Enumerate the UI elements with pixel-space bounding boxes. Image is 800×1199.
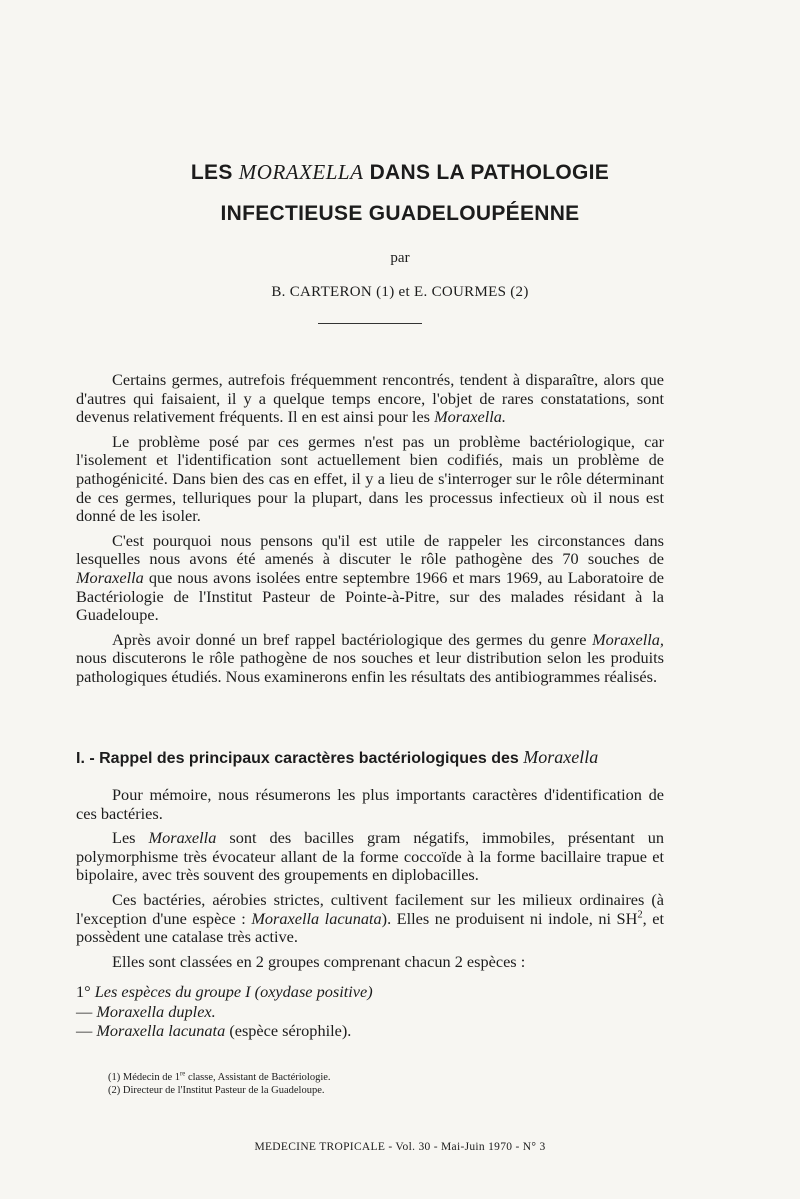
section-1-body bbox=[76, 786, 664, 977]
intro-paragraph-4: Après avoir donné un bref rappel bactériologique des germes du genre Moraxella, nous discuterons le rôle pathogène de nos souches et leur distribution selon les produits pathologiques étudiés. Nous examinerons enfin les résultats des antibiogrammes réalisés. bbox=[76, 629, 664, 686]
list-item: 1° Les espèces du groupe I (oxydase positive) bbox=[76, 982, 373, 1001]
intro-paragraph-2: Le problème posé par ces germes n'est pas un problème bactériologique, car l'isolement et l'identification sont actuellement bien codifiés, mais un problème de pathogénicité. Dans bien des cas en effet, il y a lieu de s'interroger sur le rôle déterminant de ces germes, telluriques pour la plupart, dans les processus infectieux où il nous est donné de les isoler. bbox=[76, 431, 664, 526]
list-item: — Moraxella lacunata (espèce sérophile). bbox=[76, 1021, 352, 1040]
title-genus: MORAXELLA bbox=[238, 160, 364, 184]
title-line-2: INFECTIEUSE GUADELOUPÉENNE bbox=[220, 202, 580, 225]
footnote-2: (2) Directeur de l'Institut Pasteur de la Guadeloupe. bbox=[108, 1084, 325, 1096]
journal-footer: MEDECINE TROPICALE - Vol. 30 - Mai-Juin 1970 - N° 3 bbox=[254, 1141, 546, 1153]
title-word-les: LES bbox=[190, 161, 233, 184]
section-1-paragraph-1: Pour mémoire, nous résumerons les plus importants caractères d'identification de ces bactéries. bbox=[76, 785, 664, 823]
section-1-paragraph-2: Les Moraxella sont des bacilles gram négatifs, immobiles, présentant un polymorphisme très évocateur allant de la forme coccoïde à la forme bacillaire trapue et bipolaire, avec très souvent des groupements en diplobacilles. bbox=[76, 828, 665, 885]
title-rest: DANS LA PATHOLOGIE bbox=[369, 161, 610, 184]
list-item: — Moraxella duplex. bbox=[76, 1001, 216, 1021]
intro-section bbox=[76, 371, 664, 693]
byline-par: par bbox=[390, 250, 410, 266]
footnotes bbox=[108, 1072, 331, 1097]
intro-paragraph-1: Certains germes, autrefois fréquemment rencontrés, tendent à disparaître, alors que d'autres qui faisaient, il y a quelque temps encore, l'objet de rares constatations, sont devenus relativement fréquents. Il en est ainsi pour les Moraxella. bbox=[76, 370, 664, 427]
byline-authors: B. CARTERON (1) et E. COURMES (2) bbox=[271, 284, 529, 300]
footnote-1: (1) Médecin de 1re classe, Assistant de Bactériologie. bbox=[108, 1070, 331, 1083]
section-1-paragraph-4: Elles sont classées en 2 groupes comprenant chacun 2 espèces : bbox=[112, 951, 526, 971]
title-line-1 bbox=[0, 160, 800, 185]
section-heading-1: I. - Rappel des principaux caractères bactériologiques des Moraxella bbox=[76, 747, 599, 767]
intro-paragraph-3: C'est pourquoi nous pensons qu'il est utile de rappeler les circonstances dans lesquelles nous avons été amenés à discuter le rôle pathogène des 70 souches de Moraxella que nous avons isolées entre septembre 1966 et mars 1969, au Laboratoire de Bactériologie de l'Institut Pasteur de Pointe-à-Pitre, sur des malades résidant à la Guadeloupe. bbox=[76, 530, 664, 625]
species-list bbox=[76, 982, 664, 1041]
separator-rule bbox=[318, 323, 422, 324]
section-1-paragraph-3: Ces bactéries, aérobies strictes, cultivent facilement sur les milieux ordinaires (à l'exception d'une espèce : Moraxella lacunata). Elles ne produisent ni indole, ni $SH^2$, et possèdent une catalase très active. bbox=[76, 889, 664, 947]
